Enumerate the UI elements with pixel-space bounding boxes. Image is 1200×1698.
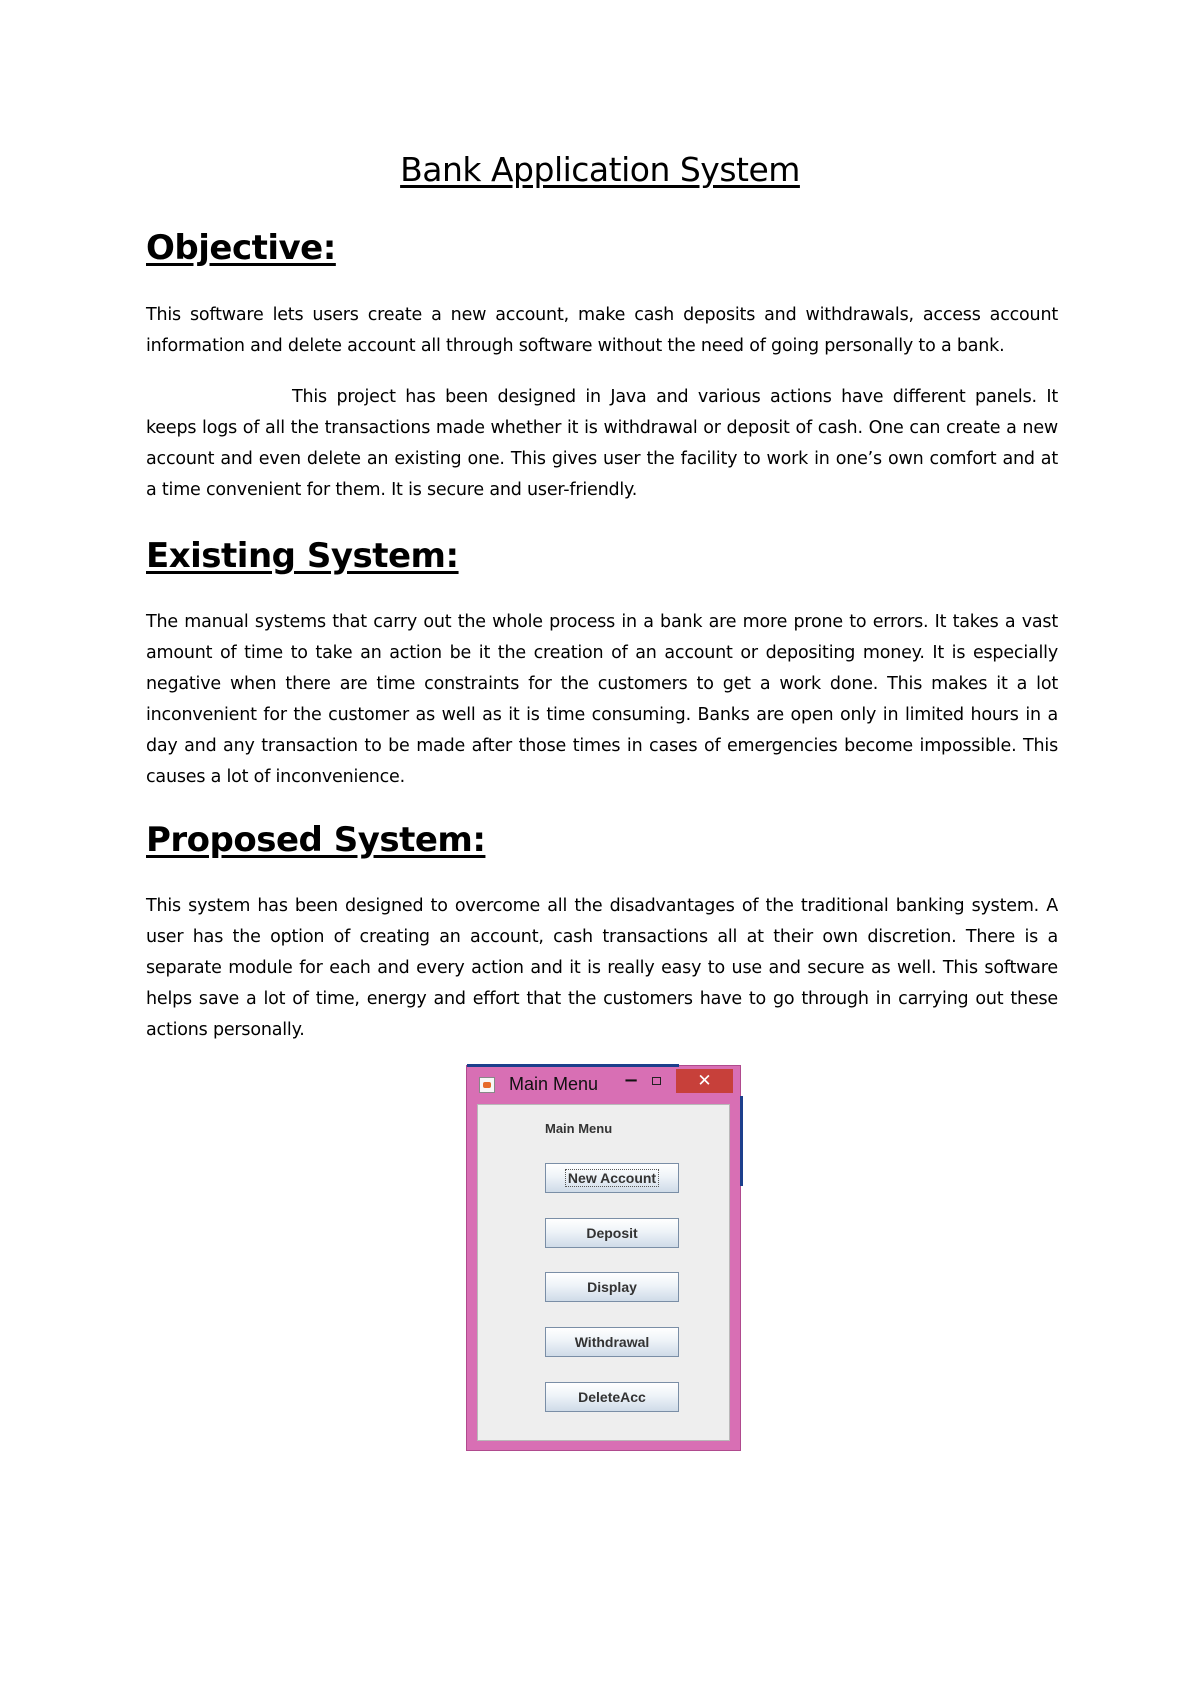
withdrawal-button-label: Withdrawal — [574, 1334, 650, 1350]
display-button[interactable] — [545, 1272, 679, 1302]
main-menu-window-screenshot — [466, 1065, 741, 1451]
display-button-label: Display — [587, 1279, 637, 1295]
objective-paragraph-1: This software lets users create a new account, make cash deposits and withdrawals, access account information and delete account all through software without the need of going personally to a bank. — [146, 305, 1058, 356]
main-menu-label: Main Menu — [545, 1121, 613, 1136]
window-frame-edge-right — [740, 1096, 743, 1186]
java-app-icon — [479, 1077, 495, 1093]
existing-system-heading: Existing System: — [146, 536, 459, 576]
window-titlebar — [467, 1066, 740, 1100]
document-title: Bank Application System — [400, 150, 800, 189]
withdrawal-button[interactable] — [545, 1327, 679, 1357]
proposed-system-heading: Proposed System: — [146, 820, 486, 860]
minimize-button[interactable]: − — [623, 1070, 639, 1091]
maximize-button[interactable] — [645, 1070, 669, 1094]
objective-heading: Objective: — [146, 228, 336, 268]
new-account-button[interactable] — [545, 1163, 679, 1193]
deposit-button-label: Deposit — [586, 1225, 638, 1241]
window-content-panel — [477, 1104, 730, 1441]
existing-system-paragraph: The manual systems that carry out the whole process in a bank are more prone to errors. It takes a vast amount of time to take an action be it the creation of an account or depositing money. It is especially negative when there are time constraints for the customers to get a work done. This makes it a lot inconvenient for the customer as well as it is time consuming. Banks are open only in limited hours in a day and any transaction to be made after those times in cases of emergencies become impossible. This causes a lot of inconvenience. — [146, 612, 1058, 787]
delete-account-button[interactable] — [545, 1382, 679, 1412]
objective-paragraph-2: This project has been designed in Java and various actions have different panels. It keeps logs of all the transactions made whether it is withdrawal or deposit of cash. One can create a new account and even delete an existing one. This gives user the facility to work in one’s own comfort and at a time convenient for them. It is secure and user-friendly. — [146, 387, 1058, 500]
proposed-system-paragraph: This system has been designed to overcome all the disadvantages of the traditional banking system. A user has the option of creating an account, cash transactions all at their own discretion. There is a separate module for each and every action and it is really easy to use and secure as well. This software helps save a lot of time, energy and effort that the customers have to go through in carrying out these actions personally. — [146, 896, 1058, 1040]
window-title: Main Menu — [509, 1074, 599, 1094]
close-button[interactable]: ✕ — [676, 1069, 733, 1093]
delete-account-button-label: DeleteAcc — [578, 1389, 646, 1405]
new-account-button-label: New Account — [567, 1170, 657, 1186]
deposit-button[interactable] — [545, 1218, 679, 1248]
